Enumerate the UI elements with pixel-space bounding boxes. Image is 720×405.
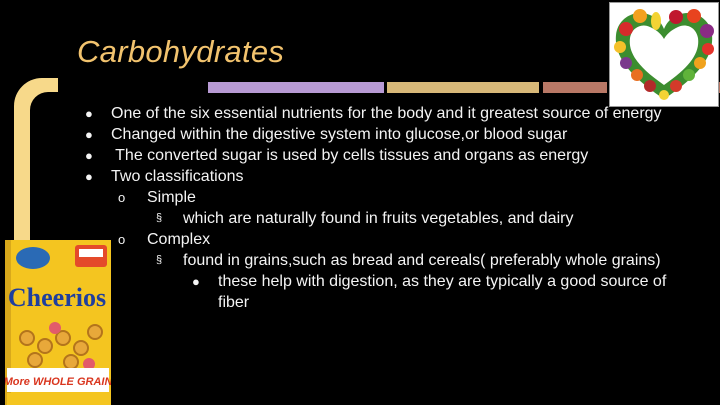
bullet-marker: ● [85,127,93,142]
section-marker: § [156,254,163,266]
bullet-marker: ● [192,274,200,289]
bullet-item [82,103,682,124]
sub-bullet-marker: o [118,232,126,247]
sub-bullet-text: Complex [147,231,211,248]
bullet-text: One of the six essential nutrients for the body and it greatest source of energy [111,105,662,122]
sub-bullet-item [82,229,682,250]
accent-bar-purple [208,82,384,93]
sub-sub-bullet-item [82,208,682,229]
bullet-text: Two classifications [111,168,244,185]
bullet-item [82,145,682,166]
bullet-marker: ● [85,148,93,163]
accent-bar-red [543,82,607,93]
section-marker: § [156,212,163,224]
sub-bullet-item [82,187,682,208]
svg-text:Cheerios: Cheerios [7,283,107,312]
bullet-item [82,124,682,145]
accent-bar-tan [387,82,539,93]
deep-bullet-item [82,271,682,313]
fruit-vegetable-heart-image [609,2,719,107]
svg-text:More WHOLE GRAIN: More WHOLE GRAIN [5,376,111,388]
bullet-list [82,103,682,313]
bullet-text: Changed within the digestive system into glucose,or blood sugar [111,126,568,143]
deep-bullet-text: these help with digestion, as they are typically a good source of fiber [218,273,667,311]
bullet-text: The converted sugar is used by cells tissues and organs as energy [111,147,589,164]
sub-bullet-text: Simple [147,189,196,206]
slide-title: Carbohydrates [77,34,285,69]
sub-bullet-marker: o [118,190,126,205]
sub-sub-bullet-text: found in grains,such as bread and cereals( preferably whole grains) [183,252,661,269]
bullet-item [82,166,682,187]
bullet-marker: ● [85,106,93,121]
sub-sub-bullet-item [82,250,682,271]
bullet-marker: ● [85,169,93,184]
sub-sub-bullet-text: which are naturally found in fruits vegetables, and dairy [183,210,574,227]
